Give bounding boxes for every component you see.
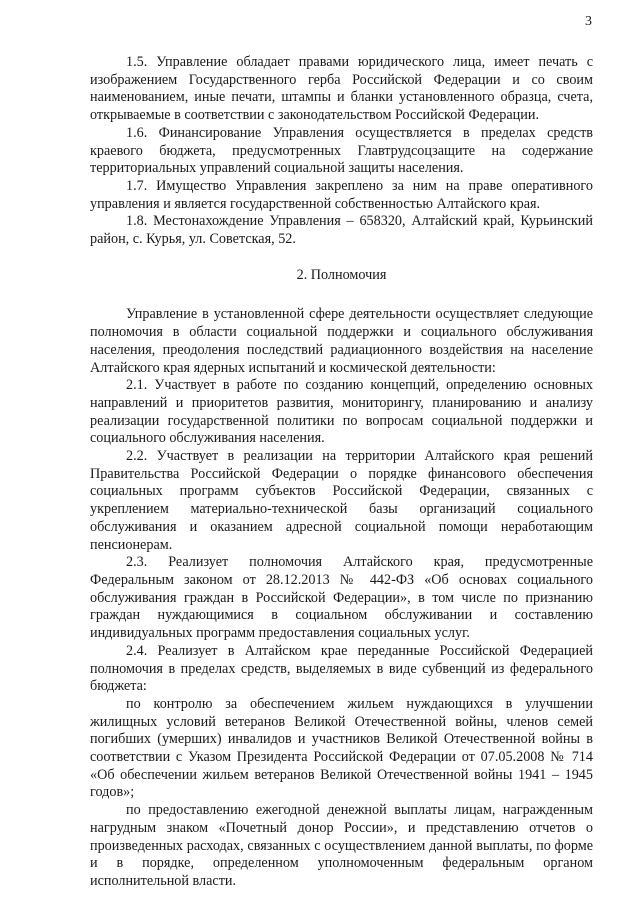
paragraph-1-7: 1.7. Имущество Управления закреплено за ним на праве оперативного управления и является государственной собственностью Алтайского края. (90, 177, 593, 212)
paragraph-2-4: 2.4. Реализует в Алтайском крае переданные Российской Федерацией полномочия в пределах средств, выделяемых в виде субвенций из федерального бюджета: (90, 642, 593, 695)
paragraph-intro: Управление в установленной сфере деятельности осуществляет следующие полномочия в области социальной поддержки и социального обслуживания населения, преодоления последствий радиационного воздействия на население Алтайского края ядерных испытаний и космической деятельности: (90, 306, 593, 376)
paragraph-2-1: 2.1. Участвует в работе по созданию концепций, определению основных направлений и приоритетов развития, мониторингу, планированию и анализу реализации государственной политики по вопросам социальной поддержки и социального обслуживания населения. (90, 377, 593, 447)
paragraph-1-5: 1.5. Управление обладает правами юридического лица, имеет печать с изображением Государственного герба Российской Федерации и со своим наименованием, иные печати, штампы и бланки установленного образца, счета, открываемые в соответствии с законодательством Российской Федерации. (90, 54, 593, 124)
paragraph-2-3: 2.3. Реализует полномочия Алтайского края, предусмотренные Федеральным законом от 28.12.2013 № 442-ФЗ «Об основах социального обслуживания граждан в Российской Федерации», в том числе по признанию граждан нуждающимися в социальном обслуживании и составлению индивидуальных программ предоставления социальных услуг. (90, 554, 593, 642)
paragraph-2-4-housing: по контролю за обеспечением жильем нуждающихся в улучшении жилищных условий ветеранов Великой Отечественной войны, членов семей погибших (умерших) инвалидов и участников Великой Отечественной войны в соответствии с Указом Президента Российской Федерации от 07.05.2008 № 714 «Об обеспечении жильем ветеранов Великой Отечественной войны 1941 – 1945 годов»; (90, 695, 593, 801)
page-number: 3 (585, 14, 592, 29)
section-title: 2. Полномочия (296, 266, 387, 283)
document-body (90, 54, 593, 891)
paragraph-1-6: 1.6. Финансирование Управления осуществляется в пределах средств краевого бюджета, предусмотренных Главтрудсоцзащите на содержание территориальных управлений социальной защиты населения. (90, 124, 593, 177)
paragraph-2-2: 2.2. Участвует в реализации на территории Алтайского края решений Правительства Российской Федерации о порядке финансового обеспечения социальных программ субъектов Российской Федерации, связанных с укреплением материально-технической базы организаций социального обслуживания и оказанием адресной социальной помощи неработающим пенсионерам. (90, 448, 593, 553)
paragraph-1-8: 1.8. Местонахождение Управления – 658320, Алтайский край, Курьинский район, с. Курья, ул. Советская, 52. (90, 213, 593, 248)
paragraph-2-4-donor: по предоставлению ежегодной денежной выплаты лицам, награжденным нагрудным знаком «Почетный донор России», и представлению отчетов о произведенных расходах, связанных с осуществлением данной выплаты, по форме и в порядке, определенном уполномоченным федеральным органом исполнительной власти. (90, 802, 593, 889)
